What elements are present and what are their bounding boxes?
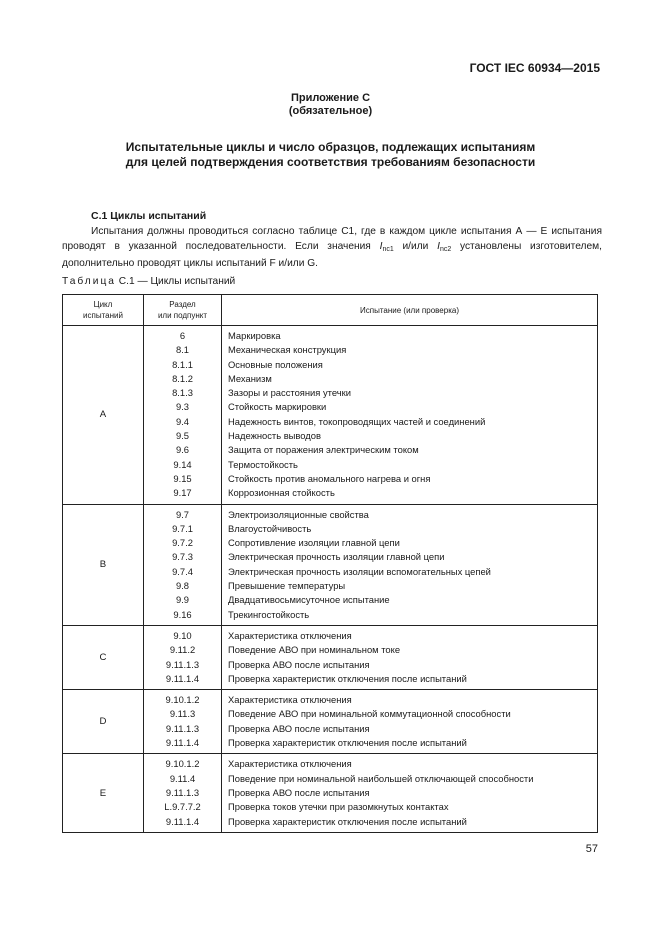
clause-number: 9.16	[173, 608, 192, 620]
test-name: Электроизоляционные свойства	[228, 508, 369, 520]
test-name: Поведение АВО при номинальном токе	[228, 644, 401, 656]
clause-list	[144, 754, 222, 832]
table-caption	[62, 276, 235, 287]
test-name: Характеристика отключения	[228, 629, 352, 641]
clause-number: L.9.7.7.2	[164, 801, 201, 813]
clause-number: 9.11.1.4	[165, 815, 200, 827]
paragraph-text: установлены изготовителем, дополнительно проводят циклы испытаний F и/или G.	[62, 240, 602, 269]
table-header-row	[63, 295, 598, 326]
test-name: Надежность винтов, токопроводящих частей и соединений	[228, 415, 486, 427]
clause-number: 9.11.1.3	[165, 786, 200, 798]
cycle-group-row	[63, 504, 598, 625]
test-name: Термостойкость	[228, 458, 298, 470]
table-caption-word: Таблица	[62, 276, 116, 287]
paragraph-text: Испытания должны проводиться согласно таблице С1, где в каждом цикле испытания А — Е испытания проводят в указанной последовательности. Если значения	[62, 226, 602, 252]
cycle-group-row	[63, 625, 598, 689]
clause-list	[144, 326, 222, 505]
clause-number: 8.1.2	[172, 372, 193, 384]
test-name: Стойкость маркировки	[228, 401, 327, 413]
document-title	[0, 140, 661, 170]
test-name: Проверка характеристик отключения после испытаний	[228, 815, 467, 827]
clause-number: 9.7.4	[172, 565, 193, 577]
test-name: Защита от поражения электрическим током	[228, 444, 419, 456]
table-caption-text: С.1 — Циклы испытаний	[115, 276, 236, 287]
table-body	[63, 326, 598, 833]
clause-number: 6	[179, 330, 186, 341]
test-name: Трекингостойкость	[228, 608, 310, 620]
header-cycle-line: Цикл	[93, 300, 113, 309]
clause-number: 9.7.3	[172, 551, 193, 563]
test-list	[222, 504, 598, 625]
test-list	[222, 754, 598, 832]
clause-number: 9.7	[175, 508, 190, 520]
clause-list	[144, 504, 222, 625]
paragraph-text: и/или	[393, 240, 438, 252]
test-name: Механизм	[228, 372, 272, 384]
header-cycle-line: испытаний	[83, 311, 123, 320]
current-subscript: nc1	[382, 245, 394, 253]
test-name: Механическая конструкция	[228, 344, 347, 356]
current-subscript: nc2	[439, 245, 452, 253]
header-cycle	[63, 295, 144, 326]
test-name: Влагоустойчивость	[228, 522, 312, 534]
clause-list	[144, 690, 222, 754]
test-cycles-table	[62, 294, 598, 833]
clause-list	[144, 625, 222, 689]
test-name: Основные положения	[228, 358, 323, 370]
clause-number: 9.5	[175, 430, 190, 442]
header-clause-line: Раздел	[169, 300, 196, 309]
document-title-line-1: Испытательные циклы и число образцов, подлежащих испытаниям	[125, 140, 536, 154]
cycle-label: В	[63, 504, 144, 625]
test-name: Превышение температуры	[228, 580, 346, 592]
header-clause-line: или подпункт	[157, 311, 208, 320]
clause-number: 9.17	[173, 487, 192, 499]
test-list	[222, 625, 598, 689]
clause-number: 9.11.3	[169, 708, 196, 720]
test-name: Надежность выводов	[228, 430, 321, 442]
document-title-line-2: для целей подтверждения соответствия требованиям безопасности	[125, 155, 536, 169]
clause-number: 9.14	[173, 458, 192, 470]
cycle-label: А	[63, 326, 144, 505]
clause-number: 9.11.1.3	[165, 658, 200, 670]
test-name: Стойкость против аномального нагрева и огня	[228, 472, 431, 484]
test-name: Характеристика отключения	[228, 694, 352, 706]
header-clause	[144, 295, 222, 326]
test-name: Сопротивление изоляции главной цепи	[228, 537, 400, 549]
clause-number: 9.10	[173, 629, 192, 641]
clause-number: 9.11.1.4	[165, 672, 200, 684]
clause-number: 9.11.1.4	[165, 737, 200, 749]
current-symbol: I	[379, 240, 383, 252]
section-title: С.1 Циклы испытаний	[91, 210, 207, 222]
test-name: Зазоры и расстояния утечки	[228, 387, 351, 399]
test-name: Характеристика отключения	[228, 758, 352, 770]
test-name: Проверка токов утечки при разомкнутых контактах	[228, 801, 449, 813]
clause-number: 8.1.1	[172, 358, 193, 370]
clause-number: 9.11.1.3	[165, 722, 200, 734]
clause-number: 9.7.2	[172, 537, 193, 549]
clause-number: 9.15	[173, 472, 192, 484]
test-list	[222, 326, 598, 505]
test-name: Электрическая прочность изоляции главной цепи	[228, 551, 445, 563]
appendix-subtitle: (обязательное)	[288, 105, 373, 117]
test-name: Маркировка	[228, 330, 281, 341]
cycle-label: С	[63, 625, 144, 689]
appendix-title: Приложение С	[290, 92, 371, 104]
section-paragraph	[62, 225, 602, 272]
page-number: 57	[585, 843, 598, 855]
clause-number: 9.8	[175, 580, 190, 592]
clause-number: 9.7.1	[172, 522, 193, 534]
appendix-heading	[0, 92, 661, 118]
current-symbol: I	[437, 240, 440, 252]
clause-number: 9.9	[175, 594, 190, 606]
clause-number: 8.1.3	[172, 387, 193, 399]
cycle-label: D	[63, 690, 144, 754]
clause-number: 9.4	[175, 415, 190, 427]
header-test: Испытание (или проверка)	[222, 295, 598, 326]
test-name: Проверка АВО после испытания	[228, 786, 370, 798]
clause-number: 9.3	[175, 401, 190, 413]
test-name: Проверка АВО после испытания	[228, 658, 370, 670]
test-name: Коррозионная стойкость	[228, 487, 335, 499]
test-name: Двадцативосьмисуточное испытание	[228, 594, 390, 606]
test-list	[222, 690, 598, 754]
clause-number: 9.11.4	[169, 772, 196, 784]
clause-number: 9.10.1.2	[165, 694, 200, 706]
test-name: Проверка АВО после испытания	[228, 722, 370, 734]
clause-number: 9.6	[175, 444, 190, 456]
test-name: Электрическая прочность изоляции вспомогательных цепей	[228, 565, 491, 577]
standard-code: ГОСТ IEC 60934—2015	[469, 61, 600, 75]
cycle-label: Е	[63, 754, 144, 832]
cycle-group-row	[63, 326, 598, 505]
cycle-group-row	[63, 690, 598, 754]
test-name: Проверка характеристик отключения после испытаний	[228, 737, 467, 749]
test-name: Поведение при номинальной наибольшей отключающей способности	[228, 772, 534, 784]
clause-number: 9.11.2	[169, 644, 196, 656]
clause-number: 8.1	[175, 344, 190, 356]
clause-number: 9.10.1.2	[165, 758, 200, 770]
test-name: Поведение АВО при номинальной коммутационной способности	[228, 708, 511, 720]
cycle-group-row	[63, 754, 598, 832]
test-name: Проверка характеристик отключения после испытаний	[228, 672, 467, 684]
